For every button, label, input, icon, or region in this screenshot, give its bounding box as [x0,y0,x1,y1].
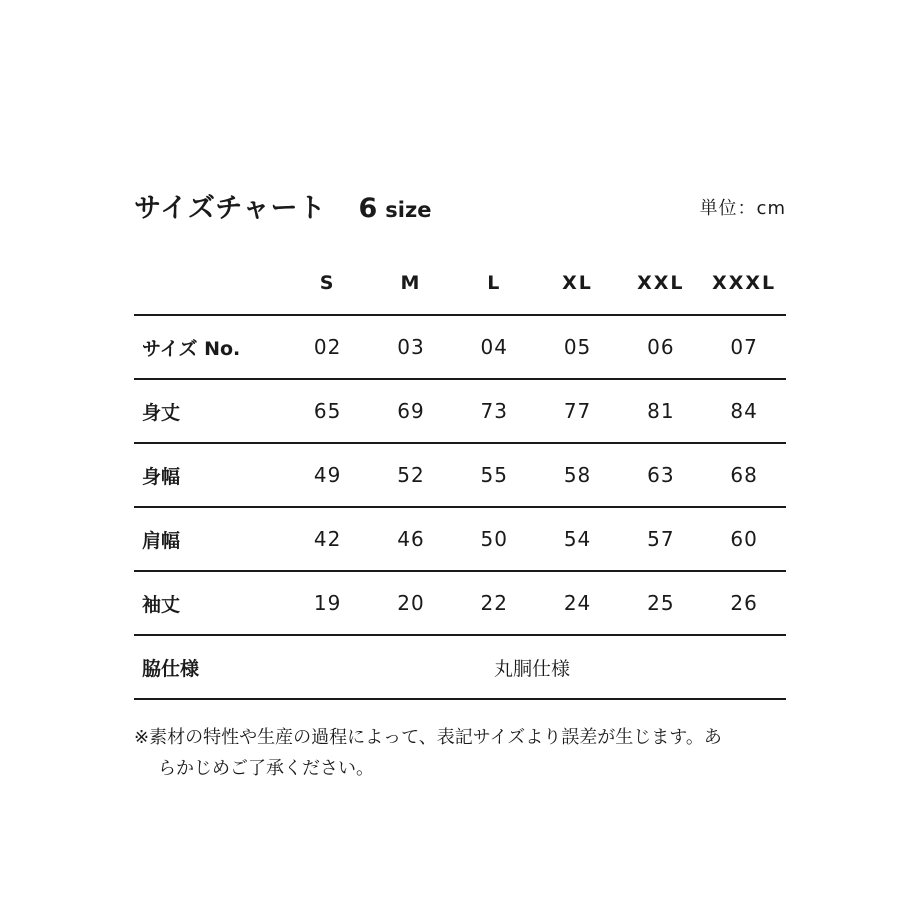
table-cell: 22 [480,591,508,615]
disclaimer-note [134,722,784,784]
unit-label: 単位：cm [699,198,786,219]
table-row [134,316,786,380]
table-cell: 05 [563,335,592,359]
table-cell: 52 [397,463,425,487]
table-row [134,380,786,444]
table-cell: 24 [563,591,592,615]
row-label: 身丈 [142,401,181,424]
table-cell: 60 [730,527,758,551]
table-cell: 55 [480,463,508,487]
table-cell: 73 [480,399,508,423]
table-cell: 68 [730,463,758,487]
size-header-row [134,252,786,316]
table-cell: 03 [397,335,425,359]
note-line-2: らかじめご了承ください。 [158,758,374,779]
table-cell: 58 [563,463,592,487]
row-label: 身幅 [142,465,181,488]
table-cell: 25 [647,591,675,615]
size-header: M [400,272,422,294]
table-row [134,572,786,636]
row-label: サイズ No. [142,337,241,360]
table-row [134,508,786,572]
table-cell: 02 [313,335,342,359]
side-spec-value: 丸胴仕様 [493,657,570,680]
chart-title [134,186,431,225]
table-cell: 50 [480,527,508,551]
table-cell: 54 [563,527,592,551]
table-cell: 65 [313,399,342,423]
size-table [134,252,786,700]
table-cell: 26 [730,591,758,615]
table-cell: 81 [647,399,675,423]
table-row [134,444,786,508]
title-size-word: size [385,198,432,222]
table-cell: 07 [730,335,758,359]
size-header: L [487,272,502,294]
table-cell: 77 [563,399,592,423]
table-cell: 19 [313,591,342,615]
table-cell: 63 [647,463,675,487]
table-cell: 69 [397,399,425,423]
title-main: サイズチャート [134,193,327,224]
size-header: XXXL [712,272,777,294]
table-cell: 46 [397,527,425,551]
note-line-1: ※素材の特性や生産の過程によって、表記サイズより誤差が生じます。あ [134,727,722,748]
size-header: XL [562,272,593,294]
table-cell: 06 [647,335,675,359]
size-header: S [319,272,336,294]
table-cell: 04 [480,335,508,359]
size-header: XXL [637,272,685,294]
side-spec-row [134,636,786,700]
row-label: 袖丈 [142,593,181,616]
row-label: 脇仕様 [142,657,200,680]
table-cell: 84 [730,399,758,423]
table-cell: 42 [313,527,342,551]
table-cell: 57 [647,527,675,551]
title-size-count: 6 [358,193,378,224]
row-label: 肩幅 [142,529,181,552]
table-cell: 20 [397,591,425,615]
table-cell: 49 [313,463,342,487]
